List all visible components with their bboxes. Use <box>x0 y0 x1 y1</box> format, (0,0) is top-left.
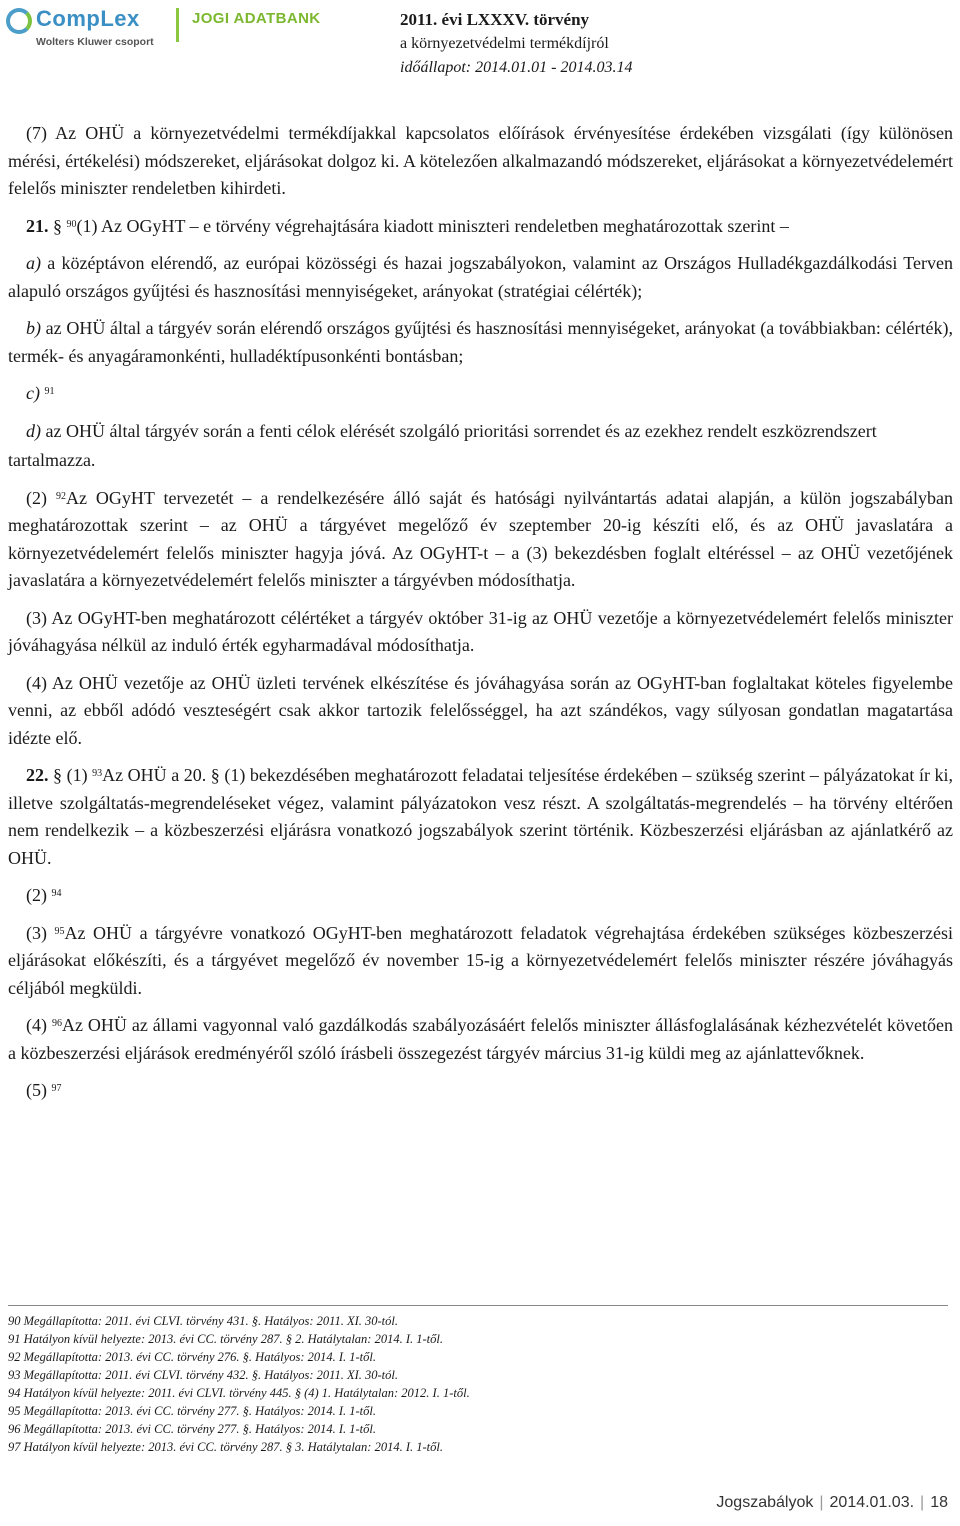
paragraph-text: (1) Az OGyHT – e törvény végrehajtására kiadott miniszteri rendeletben meghatározottak szerint – <box>76 215 789 236</box>
footer-source: Jogszabályok <box>716 1494 814 1511</box>
footnote-ref[interactable]: 93 <box>92 768 103 779</box>
footnote-ref[interactable]: 95 <box>54 925 65 937</box>
footnote-ref[interactable]: 92 <box>55 490 66 502</box>
point-label: c) <box>26 383 40 403</box>
section-21-paragraph-2 <box>8 485 953 595</box>
section-22-paragraph-5 <box>8 1077 953 1105</box>
section-22-paragraph-1 <box>8 762 953 872</box>
section-sign: § <box>53 215 62 236</box>
point-label: a) <box>26 253 41 273</box>
footnote-ref[interactable]: 97 <box>51 1083 62 1094</box>
section-22-paragraph-2 <box>8 882 953 910</box>
point-text: az OHÜ által tárgyév során a fenti célok elérését szolgáló prioritási sorrendet és az ezekhez rendelt eszközrendszert <box>45 420 877 441</box>
paragraph-label: (3) <box>26 922 47 943</box>
footnote-92: 92 Megállapította: 2013. évi CC. törvény 276. §. Hatályos: 2014. I. 1-től. <box>8 1350 377 1364</box>
logo-divider <box>176 8 179 42</box>
footnote-ref[interactable]: 90 <box>66 218 77 230</box>
complex-logo-subtitle: Wolters Kluwer csoport <box>36 36 154 48</box>
footnote-ref[interactable]: 91 <box>44 386 55 397</box>
point-text: a középtávon elérendő, az európai közösségi és hazai jogszabályokon, valamint az Országos Hulladékgazdálkodási Terven alapuló országos gyűjtési és hasznosítási mennyiségeket, arányokat (stratégiai célérték); <box>8 253 953 301</box>
footnote-divider <box>8 1305 948 1306</box>
document-title: 2011. évi LXXXV. törvény <box>400 10 590 29</box>
footnote-ref[interactable]: 96 <box>51 1018 62 1029</box>
footnote-94: 94 Hatályon kívül helyezte: 2011. évi CLVI. törvény 445. § (4) 1. Hatálytalan: 2012. I. 1-től. <box>8 1386 470 1400</box>
document-validity: időállapot: 2014.01.01 - 2014.03.14 <box>400 59 633 76</box>
complex-logo <box>6 6 166 50</box>
page-footer <box>716 1494 948 1512</box>
paragraph-label: (5) <box>26 1080 47 1100</box>
complex-logo-icon <box>6 8 32 34</box>
document-subtitle: a környezetvédelmi termékdíjról <box>400 35 609 52</box>
document-info <box>400 8 820 80</box>
point-d <box>8 418 953 446</box>
paragraph-text: Az OHÜ a tárgyévre vonatkozó OGyHT-ben meghatározott feladatok végrehajtása érdekében szükséges közbeszerzési eljárásokat előkészíti, és a tárgyévet megelőző év november 15-ig a környezetvédelemért felelős miniszter részére jóváhagyás céljából megküldi. <box>8 922 953 998</box>
footnote-96: 96 Megállapította: 2013. évi CC. törvény 277. §. Hatályos: 2014. I. 1-től. <box>8 1422 377 1436</box>
footer-separator: | <box>819 1494 824 1511</box>
footnote-93: 93 Megállapította: 2011. évi CLVI. törvény 432. §. Hatályos: 2011. XI. 30-tól. <box>8 1368 398 1382</box>
section-21-paragraph-4: (4) Az OHÜ vezetője az OHÜ üzleti tervének elkészítése és jóváhagyása során az OGyHT-ban foglaltakat köteles figyelembe venni, az ebből adódó veszteségért csak akkor tartozik felelősséggel, ha azt szándékos, vagy súlyosan gondatlan magatartása idézte elő. <box>8 672 953 748</box>
section-21-paragraph-1 <box>8 213 953 241</box>
footnotes <box>8 1312 948 1456</box>
footnote-ref[interactable]: 94 <box>51 888 62 899</box>
paragraph-text: Az OHÜ a 20. § (1) bekezdésében meghatározott feladatai teljesítése érdekében – szükség szerint – pályázatokat ír ki, illetve szolgáltatás-megrendeléseket végez, valamint pályázatokon vesz részt. A szolgáltatás-megrendelés – ha törvény eltérően nem rendelkezik – a közbeszerzési eljárásra vonatkozó jogszabályok szerint történik. Közbeszerzési eljárásban az ajánlatkérő az OHÜ. <box>8 765 954 868</box>
closing-word: tartalmazza. <box>8 450 96 470</box>
footer-date: 2014.01.03. <box>829 1494 915 1511</box>
point-b <box>8 315 953 370</box>
page-number: 18 <box>930 1494 948 1511</box>
section-sign: § <box>53 765 63 785</box>
section-number: 21. <box>26 215 49 236</box>
section-number: 22. <box>26 765 49 785</box>
paragraph-text: Az OGyHT tervezetét – a rendelkezésére álló saját és hatósági nyilvántartás adatai alapján, a külön jogszabályban meghatározottak szerint – az OHÜ a tárgyévet megelőző év szeptember 20-ig készíti elő, és az OHÜ javaslatára a környezetvédelemért felelős miniszter hagyja jóvá. Az OGyHT-t – a (3) bekezdésben foglalt eltéréssel – az OHÜ vezetőjének javaslatára a környezetvédelemért felelős miniszter a tárgyévben módosíthatja. <box>8 487 954 590</box>
paragraph-text: Az OHÜ az állami vagyonnal való gazdálkodás szabályozásáért felelős miniszter állásfoglalásának kézhezvételét követően a közbeszerzési eljárások eredményéről szóló írásbeli összegezést tárgyév március 31-ig küldi meg az ajánlattevőknek. <box>8 1015 953 1063</box>
section-21-paragraph-3: (3) Az OGyHT-ben meghatározott célértéket a tárgyév október 31-ig az OHÜ vezetője a környezetvédelemért felelős miniszter jóváhagyása nélkül az induló érték egyharmadával módosíthatja. <box>8 607 953 655</box>
point-text: az OHÜ által a tárgyév során elérendő országos gyűjtési és hasznosítási mennyiségeket, arányokat (a továbbiakban: célérték), termék- és anyagáramonkénti, hulladéktípusonkénti bontásban; <box>8 318 953 366</box>
jogi-adatbank-logo: JOGI ADATBANK <box>192 10 321 27</box>
footnote-90: 90 Megállapította: 2011. évi CLVI. törvény 431. §. Hatályos: 2011. XI. 30-tól. <box>8 1314 398 1328</box>
document-body <box>8 120 953 1115</box>
paragraph-label: (2) <box>26 487 47 508</box>
point-c <box>8 380 953 408</box>
point-a <box>8 250 953 305</box>
section-22-paragraph-4 <box>8 1012 953 1067</box>
paragraph-7: (7) Az OHÜ a környezetvédelmi termékdíjakkal kapcsolatos előírások érvényesítése érdekében vizsgálati (így különösen mérési, értékelési) módszereket, eljárásokat dolgoz ki. A kötelezően alkalmazandó módszereket, eljárásokat a környezetvédelemért felelős miniszter rendeletben kihirdeti. <box>8 123 953 198</box>
footnote-95: 95 Megállapította: 2013. évi CC. törvény 277. §. Hatályos: 2014. I. 1-től. <box>8 1404 377 1418</box>
paragraph-label: (2) <box>26 885 47 905</box>
footer-separator: | <box>920 1494 925 1511</box>
complex-logo-name: CompLex <box>36 6 140 31</box>
page-header <box>0 0 960 82</box>
point-label: d) <box>26 420 41 441</box>
paragraph-label: (1) <box>66 765 88 785</box>
footnote-91: 91 Hatályon kívül helyezte: 2013. évi CC. törvény 287. § 2. Hatálytalan: 2014. I. 1-től. <box>8 1332 443 1346</box>
paragraph-label: (4) <box>26 1015 47 1035</box>
footnote-97: 97 Hatályon kívül helyezte: 2013. évi CC. törvény 287. § 3. Hatálytalan: 2014. I. 1-től. <box>8 1440 443 1454</box>
section-22-paragraph-3 <box>8 920 953 1003</box>
point-label: b) <box>26 318 41 338</box>
